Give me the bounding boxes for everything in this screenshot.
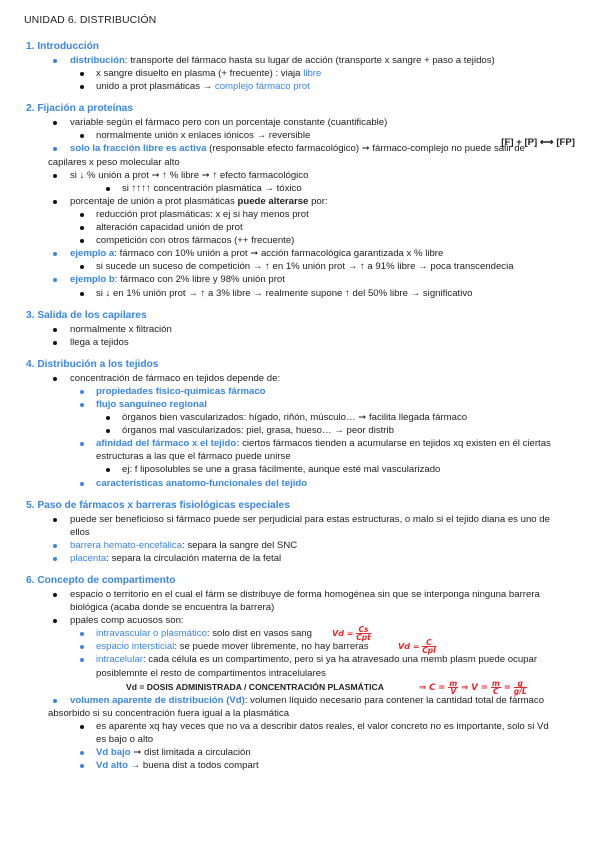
list-item: ejemplo a: fármaco con 10% unión a prot ➞ acción farmacológica garantizada x % libre	[24, 247, 579, 260]
list-item-continuation: capilares x peso molecular alto	[48, 156, 180, 168]
document-title: UNIDAD 6. DISTRIBUCIÓN	[24, 14, 157, 26]
list-item: órganos mal vascularizados: piel, grasa, hueso… → peor distrib	[24, 424, 579, 437]
list-item: ppales comp acuosos son:	[24, 614, 579, 627]
bullet-icon	[53, 328, 57, 332]
bullet-icon	[53, 619, 57, 623]
section-2-title: 2. Fijación a proteínas	[26, 103, 133, 115]
handwritten-note: ⇒ C = $\frac{m}{V}$ ⇒ V = $\frac{m}{C}$ = $\frac{g}{g/L}$	[419, 678, 527, 696]
bullet-icon	[80, 390, 84, 394]
bullet-icon	[53, 252, 57, 256]
list-item: placenta: separa la circulación materna de la fetal	[24, 552, 579, 565]
bullet-icon	[53, 147, 57, 151]
list-item: si ↑↑↑↑ concentración plasmática → tóxico	[24, 182, 579, 195]
list-item-continuation: ellos	[70, 526, 90, 538]
list-item: órganos bien vascularizados: hígado, riñón, músculo… ➞ facilita llegada fármaco	[24, 411, 579, 424]
list-item: si ↓ % unión a prot ➞ ↑ % libre ➞ ↑ efecto farmacológico	[24, 169, 579, 182]
list-item: reducción prot plasmáticas: x ej si hay menos prot	[24, 208, 579, 221]
list-item: porcentaje de unión a prot plasmáticas puede alterarse por:	[24, 195, 579, 208]
bullet-icon	[53, 59, 57, 63]
bullet-icon	[53, 278, 57, 282]
bullet-icon	[80, 658, 84, 662]
section-4-title: 4. Distribución a los tejidos	[26, 358, 159, 370]
list-item: es aparente xq hay veces que no va a describir datos reales, el valor concreto no es importante, solo si Vd	[24, 720, 579, 733]
list-item: variable según el fármaco pero con un porcentaje constante (cuantificable)	[24, 116, 579, 129]
section-1-title: 1. Introducción	[26, 41, 100, 52]
bullet-icon	[53, 544, 57, 548]
list-item: solo la fracción libre es activa (responsable efecto farmacológico) ➞ fármaco-complejo no puede salir de	[24, 142, 579, 155]
list-item-continuation: posiblemnte el resto de compartimentos intracelulares	[96, 667, 326, 679]
bullet-icon	[80, 632, 84, 636]
bullet-icon	[80, 85, 84, 89]
list-item: ejemplo b: fármaco con 2% libre y 98% unión prot	[24, 273, 579, 286]
list-item: unido a prot plasmáticas → complejo fármaco prot	[24, 80, 579, 93]
bullet-icon	[53, 699, 57, 703]
bullet-icon	[80, 482, 84, 486]
list-item: normalmente x filtración	[24, 323, 579, 336]
section-6-title: 6. Concepto de compartimento	[26, 575, 176, 586]
list-item: flujo sanguíneo regional	[24, 398, 579, 411]
list-item: si ↓ en 1% unión prot → ↑ a 3% libre → realmente supone ↑ del 50% libre → significativo	[24, 287, 579, 300]
vd-formula: Vd = DOSIS ADMINISTRADA / CONCENTRACIÓN PLASMÁTICA ⇒ C = $\frac{m}{V}$ ⇒ V = $\frac{m}{C}$ = $\frac{g}{g/L}$	[126, 678, 527, 696]
list-item: alteración capacidad unión de prot	[24, 221, 579, 234]
handwritten-note: Vd = $\frac{C}{\text{Cpl}}$	[398, 638, 436, 656]
bullet-icon	[80, 134, 84, 138]
list-item-continuation: estructuras a las que el fármaco puede unirse	[96, 451, 291, 463]
list-item: Vd bajo ➞ dist limitada a circulación	[24, 746, 579, 759]
list-item-continuation: biológica (acaba donde se encuentra la barrera)	[70, 602, 275, 614]
list-item: barrera hemato-encefálica: separa la sangre del SNC	[24, 539, 579, 552]
list-item: características anatomo-funcionales del tejido	[24, 477, 579, 490]
bullet-icon	[80, 265, 84, 269]
list-item: competición con otros fármacos (++ frecuente)	[24, 234, 579, 247]
bullet-icon	[106, 429, 110, 433]
handwritten-note: Vd = $\frac{Cs}{\text{Cpt}}$	[332, 625, 371, 643]
list-item-continuation: es bajo o alto	[96, 733, 154, 745]
list-item: distribución: transporte del fármaco hasta su lugar de acción (transporte x sangre + paso a tejidos)	[24, 54, 579, 67]
bullet-icon	[80, 403, 84, 407]
bullet-icon	[80, 72, 84, 76]
list-item: si sucede un suceso de competición → ↑ en 1% unión prot → ↑ a 91% libre → poca transcendecia	[24, 260, 579, 273]
bullet-icon	[80, 645, 84, 649]
list-item: afinidad del fármaco x el tejido: ciertos fármacos tienden a acumularse en tejidos xq existen en él ciertas	[24, 437, 579, 450]
bullet-icon	[53, 121, 57, 125]
bullet-icon	[80, 442, 84, 446]
bullet-icon	[53, 593, 57, 597]
bullet-icon	[80, 751, 84, 755]
bullet-icon	[80, 292, 84, 296]
list-item: propiedades físico-químicas fármaco	[24, 385, 579, 398]
bullet-icon	[80, 239, 84, 243]
list-item: ej: f liposolubles se une a grasa fácilmente, aunque esté mal vascularizado	[24, 463, 579, 476]
list-item: intravascular o plasmático: solo dist en vasos sang Vd = $\frac{Cs}{\text{Cpt}}$	[24, 627, 579, 640]
bullet-icon	[106, 187, 110, 191]
bullet-icon	[106, 416, 110, 420]
bullet-icon	[53, 174, 57, 178]
bullet-icon	[53, 377, 57, 381]
list-item: Vd alto → buena dist a todos compart	[24, 759, 579, 772]
list-item: llega a tejidos	[24, 336, 579, 349]
bullet-icon	[53, 557, 57, 561]
list-item: volumen aparente de distribución (Vd): volumen líquido necesario para contener la cantidad total de fármaco	[24, 694, 579, 707]
list-item: puede ser beneficioso si fármaco puede ser perjudicial para estas estructuras, o malo si el tejido diana es uno de	[24, 513, 579, 526]
section-5-title: 5. Paso de fármacos x barreras fisiológicas especiales	[26, 499, 290, 511]
list-item: espacio intersticial: se puede mover libremente, no hay barreras Vd = $\frac{C}{\text{Cpl}}$	[24, 640, 579, 653]
list-item-continuation: absorbido si su concentración fuera igual a la plasmática	[48, 707, 290, 719]
section-3-title: 3. Salida de los capilares	[26, 309, 147, 321]
list-item: x sangre disuelto en plasma (+ frecuente) : viaja libre	[24, 67, 579, 80]
bullet-icon	[80, 226, 84, 230]
binding-equation: [F] + [P] ⟷ [FP]	[501, 137, 575, 148]
bullet-icon	[80, 213, 84, 217]
bullet-icon	[80, 764, 84, 768]
list-item: intracelular: cada célula es un compartimento, pero si ya ha atravesado una memb plasm puede ocupar	[24, 653, 579, 666]
bullet-icon	[53, 200, 57, 204]
bullet-icon	[53, 341, 57, 345]
list-item: normalmente unión x enlaces iónicos → reversible	[24, 129, 579, 142]
bullet-icon	[106, 468, 110, 472]
bullet-icon	[80, 725, 84, 729]
list-item: espacio o territorio en el cual el fárm se distribuye de forma homogénea sin que se interponga ninguna barrera	[24, 588, 579, 601]
list-item: concentración de fármaco en tejidos depende de:	[24, 372, 579, 385]
bullet-icon	[53, 518, 57, 522]
